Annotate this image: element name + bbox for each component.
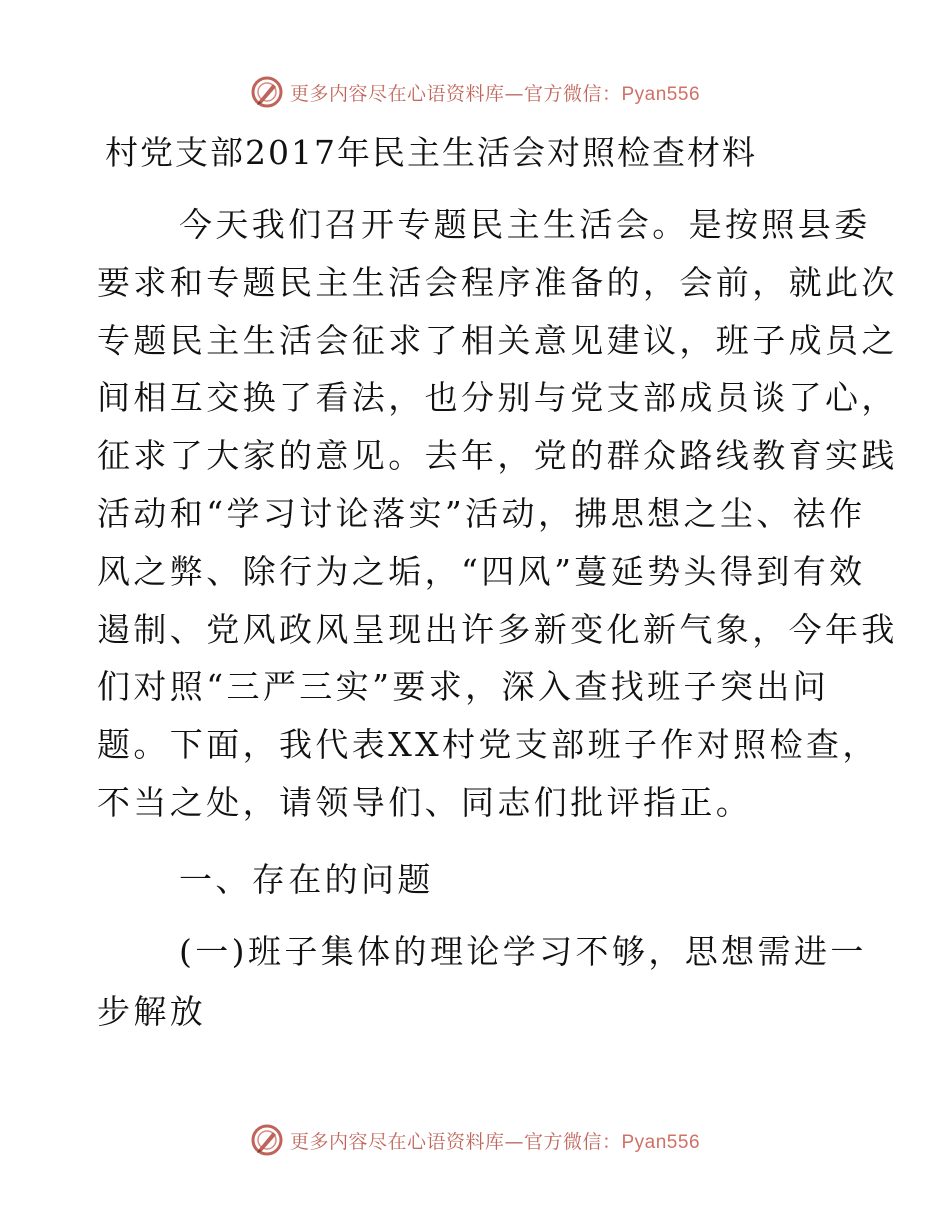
watermark-wechat-label: 官方微信： xyxy=(523,82,622,105)
section-heading: 一、存在的问题 xyxy=(179,860,434,899)
watermark-wechat-id: Pyan556 xyxy=(621,83,701,105)
paragraph-line: 间相互交换了看法，也分别与党支部成员谈了心， xyxy=(97,378,898,418)
watermark-text xyxy=(290,79,700,106)
watermark-separator: — xyxy=(504,1130,524,1153)
paragraph-line: 遏制、党风政风呈现出许多新变化新气象，今年我 xyxy=(97,609,898,649)
paragraph-line: 要求和专题民主生活会程序准备的，会前，就此次 xyxy=(97,262,898,302)
pen-logo-icon xyxy=(250,1123,284,1157)
paragraph-line: 题。下面，我代表XX村党支部班子作对照检查， xyxy=(97,725,879,765)
paragraph-line: 今天我们召开专题民主生活会。是按照县委 xyxy=(179,205,871,244)
document-title: 村党支部2017年民主生活会对照检查材料 xyxy=(105,133,757,172)
paragraph-line: 征求了大家的意见。去年，党的群众路线教育实践 xyxy=(97,436,898,476)
paragraph-line: 专题民主生活会征求了相关意见建议，班子成员之 xyxy=(97,320,898,360)
paragraph-line: 们对照“三严三实”要求，深入查找班子突出问 xyxy=(97,667,830,707)
watermark-separator: — xyxy=(504,82,524,105)
watermark-main-text: 更多内容尽在心语资料库 xyxy=(289,1130,505,1153)
watermark-main-text: 更多内容尽在心语资料库 xyxy=(289,82,505,105)
header-watermark xyxy=(0,72,950,112)
paragraph-line: 风之弊、除行为之垢，“四风”蔓延势头得到有效 xyxy=(97,551,866,591)
paragraph-line: 活动和“学习讨论落实”活动，拂思想之尘、祛作 xyxy=(97,493,866,533)
watermark-text xyxy=(290,1127,700,1154)
paragraph-line: 不当之处，请领导们、同志们批评指正。 xyxy=(97,782,753,822)
subsection-line: (一)班子集体的理论学习不够，思想需进一 xyxy=(179,932,867,971)
footer-watermark xyxy=(0,1120,950,1160)
subsection-line: 步解放 xyxy=(97,992,207,1031)
intro-paragraph xyxy=(97,196,898,832)
watermark-wechat-label: 官方微信： xyxy=(523,1130,622,1153)
subsection-heading xyxy=(97,922,867,1042)
watermark-wechat-id: Pyan556 xyxy=(621,1131,701,1153)
pen-logo-icon xyxy=(250,75,284,109)
